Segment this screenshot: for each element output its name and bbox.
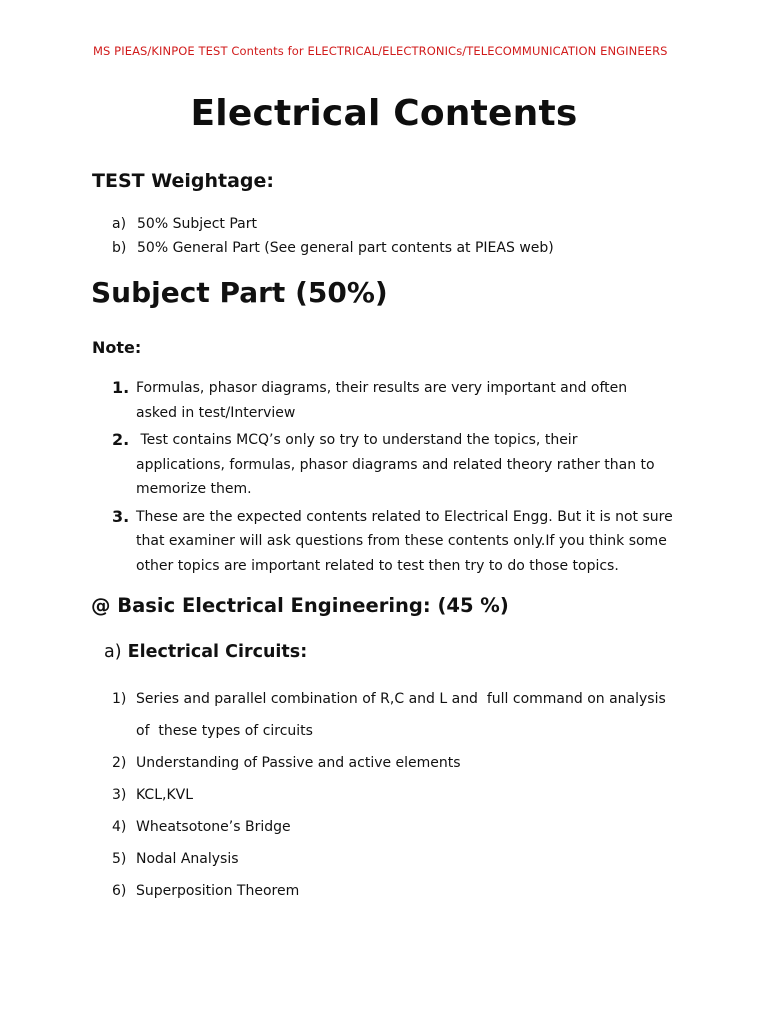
text-line: applications, formulas, phasor diagrams and related theory rather than to [136, 456, 655, 473]
list-item [112, 779, 692, 811]
list-marker: 2. [112, 430, 130, 449]
list-item-text: 50% Subject Part [137, 216, 257, 232]
list-item [112, 376, 692, 425]
list-item-text [136, 683, 666, 747]
subject-part-heading: Subject Part (50%) [91, 276, 388, 309]
text-line: Series and parallel combination of R,C and L and full command on analysis [136, 691, 666, 707]
text-line: Formulas, phasor diagrams, their results are very important and often [136, 380, 628, 396]
list-item-text: 50% General Part (See general part contents at PIEAS web) [137, 240, 554, 256]
note-heading: Note: [92, 338, 142, 357]
weightage-heading: TEST Weightage: [92, 170, 274, 192]
list-marker: 1) [112, 691, 127, 707]
note-list [112, 376, 692, 581]
weightage-list [112, 212, 554, 260]
list-marker: b) [112, 240, 127, 256]
text-line: other topics are important related to test then try to do those topics. [136, 557, 619, 574]
subsection-marker: a) [104, 642, 122, 662]
text-line: These are the expected contents related to Electrical Engg. But it is not sure [136, 508, 673, 525]
list-item [112, 683, 692, 747]
basic-electrical-heading: @ Basic Electrical Engineering: (45 %) [91, 594, 509, 617]
text-line: that examiner will ask questions from these contents only.If you think some [136, 533, 667, 549]
list-marker: a) [112, 216, 127, 232]
list-marker: 3) [112, 787, 127, 803]
list-marker: 4) [112, 819, 127, 835]
text-line: Test contains MCQ’s only so try to understand the topics, their [136, 432, 578, 448]
list-item [112, 212, 554, 236]
text-line: memorize them. [136, 481, 252, 497]
list-item-text: Nodal Analysis [136, 851, 239, 867]
list-marker: 2) [112, 755, 127, 771]
list-marker: 5) [112, 851, 127, 867]
subsection-title: Electrical Circuits: [127, 642, 308, 662]
list-marker: 6) [112, 883, 127, 899]
electrical-circuits-heading [104, 642, 307, 662]
list-item-text: Wheatsotone’s Bridge [136, 819, 291, 835]
list-item [112, 875, 692, 907]
list-item [112, 236, 554, 260]
document-title: Electrical Contents [190, 93, 578, 134]
list-item-text: Superposition Theorem [136, 883, 300, 899]
list-item-text [136, 376, 627, 425]
list-item [112, 811, 692, 843]
text-line: of these types of circuits [136, 723, 313, 739]
list-item-text: Understanding of Passive and active elements [136, 755, 461, 771]
list-item-text: KCL,KVL [136, 787, 193, 803]
list-item [112, 843, 692, 875]
circuits-list [112, 683, 692, 907]
list-item-text [136, 505, 673, 579]
list-marker: 1. [112, 378, 130, 397]
list-item [112, 505, 692, 579]
document-header: MS PIEAS/KINPOE TEST Contents for ELECTRICAL/ELECTRONICs/TELECOMMUNICATION ENGINEERS [93, 44, 668, 58]
list-item [112, 428, 692, 502]
list-item [112, 747, 692, 779]
text-line: asked in test/Interview [136, 404, 296, 421]
list-item-text [136, 428, 655, 502]
list-marker: 3. [112, 506, 130, 526]
